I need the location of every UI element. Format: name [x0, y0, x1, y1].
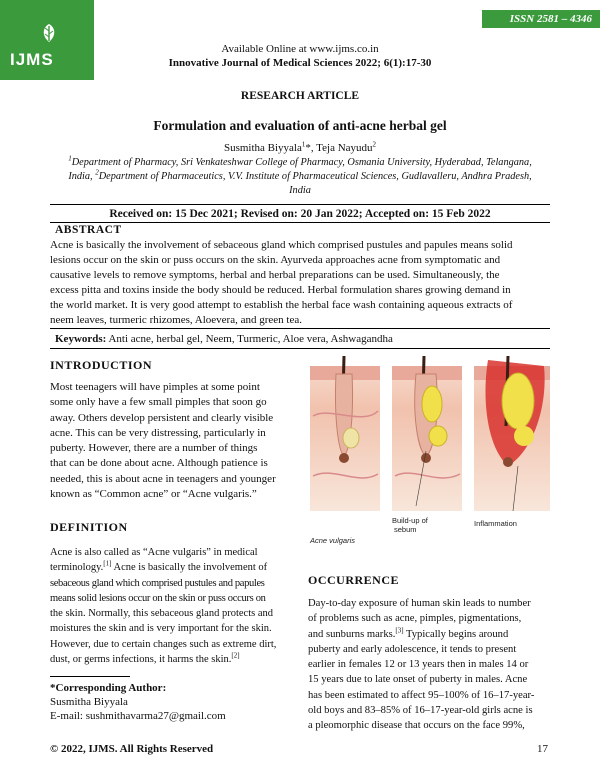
page-number: 17 [537, 743, 548, 755]
divider [50, 222, 550, 223]
keywords [55, 332, 393, 346]
affiliation-1: Department of Pharmacy, Sri Venkateshwar College of Pharmacy, Osmania University, Hyderabad, Telangana, [71, 157, 532, 168]
abstract-line: excess pitta and toxins inside the body should be reduced. Herbal formulation shares growing demand in [50, 284, 511, 296]
abstract-line: lesions occur on the skin or puss occurs on the skin. Ayurveda approaches acne from symptomatic and [50, 254, 501, 266]
intro-line: acne. This can be very distressing, particularly in [50, 426, 266, 439]
affiliation-2b: Department of Pharmaceutics, V.V. Institute of Pharmaceutical Sciences, Gudlavalleru, Andhra Pradesh, [98, 171, 532, 182]
article-type: RESEARCH ARTICLE [240, 90, 360, 102]
citation-sup: [2] [231, 651, 240, 660]
occurrence-heading: OCCURRENCE [308, 573, 400, 587]
definition-line: However, due to certain changes such as extreme dirt, [50, 638, 277, 650]
occurrence-line: old boys and 83–85% of 16–17-year-old girls acne is [308, 705, 533, 717]
available-online: Available Online at www.ijms.co.in [221, 43, 379, 55]
citation-sup: [3] [395, 626, 404, 635]
panel-sebum-buildup [392, 356, 462, 511]
affiliation-line-3: India [289, 185, 311, 196]
divider [50, 348, 550, 349]
affiliation-line-1 [0, 156, 600, 170]
occurrence-line: of problems such as acne, pimples, pigmentations, [308, 613, 522, 625]
intro-line: needed, this is about acne in teenagers and younger [50, 472, 276, 485]
acne-figure [308, 356, 553, 545]
abstract-line: the world market. It is very good attempt to establish the herbal face wash containing aqueous extracts of [50, 299, 513, 311]
leaf-icon [38, 22, 60, 44]
intro-line: Most teenagers will have pimples at some point [50, 381, 260, 393]
abstract-line: causative levels to remove symptoms, herbal and herbal preparations can be used. Simultaneously, the [50, 269, 500, 281]
author-2-sup: 2 [372, 140, 377, 149]
affiliation-line-2 [0, 170, 600, 184]
occurrence-span: and sunburns marks. [308, 628, 396, 640]
panel-normal [310, 356, 380, 511]
definition-line: sebaceous gland which comprised pustules and papules [50, 577, 265, 589]
definition-line: moistures the skin and is very important for the skin. [50, 623, 272, 635]
authors [0, 141, 600, 155]
logo-text: IJMS [10, 50, 54, 69]
introduction-heading: INTRODUCTION [50, 358, 153, 372]
intro-line: puberty. However, there are a number of things [50, 442, 258, 455]
keywords-list: Anti acne, herbal gel, Neem, Turmeric, Aloe vera, Ashwagandha [106, 333, 393, 345]
definition-line: Acne is also called as “Acne vulgaris” in medical [50, 547, 258, 558]
definition-line: the skin. Normally, this sebaceous gland protects and [50, 608, 273, 620]
intro-line: known as “Common acne” or “Acne vulgaris.” [50, 488, 257, 501]
intro-line: some only have a few small pimples that soon go [50, 396, 267, 409]
occurrence-line: Day-to-day exposure of human skin leads to number [308, 598, 531, 609]
occurrence-line: earlier in females 12 or 13 years then in males 14 or [308, 659, 529, 671]
author-1: Susmitha Biyyala [223, 142, 302, 154]
occurrence-text [308, 596, 552, 734]
definition-span: dust, or germs infections, it harms the skin. [50, 654, 232, 666]
citation-sup: [1] [103, 559, 112, 568]
intro-line: that can be done about acne. Although patience is [50, 457, 268, 470]
keywords-label: Keywords: [55, 333, 107, 345]
definition-line [50, 560, 294, 575]
divider [50, 204, 550, 205]
definition-span: Acne is basically the involvement of [111, 562, 268, 574]
journal-citation: Innovative Journal of Medical Sciences 2022; 6(1):17-30 [168, 57, 432, 69]
occurrence-line: 15 years due to late onset of puberty in males. Acne [308, 674, 528, 686]
figure-label-buildup-1: Build-up of [392, 516, 428, 525]
figure-caption: Acne vulgaris [310, 536, 356, 545]
corresponding-email[interactable]: E-mail: sushmithavarma27@gmail.com [50, 710, 226, 722]
definition-line [50, 652, 294, 667]
introduction-text [50, 380, 294, 502]
figure-label-inflammation: Inflammation [474, 519, 517, 528]
affiliation-2: India, [68, 171, 93, 182]
intro-line: away. Others develop persistent and clearly visible [50, 411, 274, 424]
abstract-heading: ABSTRACT [55, 224, 122, 236]
definition-heading: DEFINITION [50, 520, 128, 534]
abstract-line: neem leaves, turmeric rhizomes, Aloevera, and green tea. [50, 314, 302, 326]
occurrence-line: a pleomorphic disease that occurs on the face 99%, [308, 720, 525, 732]
footnote-rule [50, 676, 130, 677]
author-sep: *, Teja Nayudu [305, 142, 373, 154]
occurrence-line [308, 627, 552, 642]
corresponding-label: *Corresponding Author: [50, 682, 167, 694]
panel-inflammation [474, 356, 550, 511]
aff-sup-1: 1 [68, 154, 72, 163]
abstract-text [50, 238, 550, 328]
definition-text [50, 545, 294, 667]
aff-sup-2: 2 [95, 168, 99, 177]
acne-illustration [308, 356, 553, 542]
abstract-line: Acne is basically the involvement of sebaceous gland which comprised pustules and papules means solid [50, 239, 513, 251]
occurrence-line: has been estimated to affect 95–100% of 16–17-year- [308, 689, 535, 701]
article-dates: Received on: 15 Dec 2021; Revised on: 20 Jan 2022; Accepted on: 15 Feb 2022 [109, 208, 491, 220]
issn-badge: ISSN 2581 – 4346 [482, 10, 600, 28]
corresponding-name: Susmitha Biyyala [50, 696, 128, 708]
footer-copyright: © 2022, IJMS. All Rights Reserved [50, 743, 214, 755]
definition-span: terminology. [50, 562, 104, 574]
occurrence-line: puberty and early adolescence, it tends to present [308, 643, 517, 655]
author-1-sup: 1 [301, 140, 306, 149]
divider [50, 328, 550, 329]
occurrence-span: Typically begins around [403, 628, 509, 640]
page-title: Formulation and evaluation of anti-acne herbal gel [153, 118, 447, 133]
figure-label-buildup-2: sebum [394, 525, 417, 534]
definition-line: means solid lesions occur on the skin or puss occurs on [50, 592, 266, 604]
